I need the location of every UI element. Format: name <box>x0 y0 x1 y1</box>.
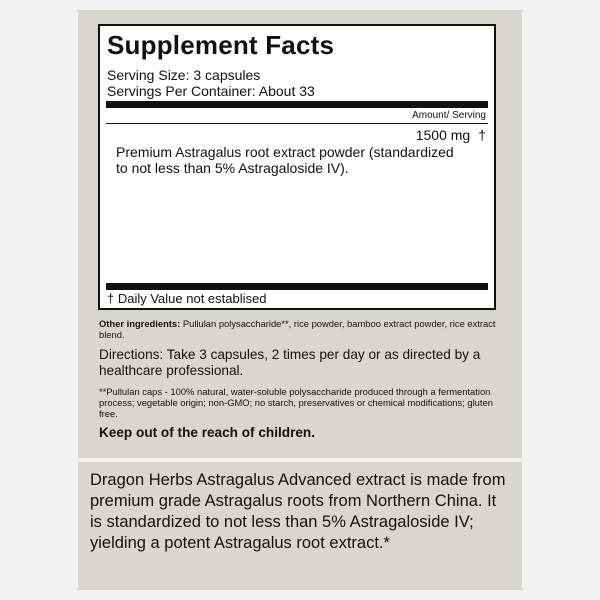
pullulan-note: **Pullulan caps - 100% natural, water-soluble polysaccharide produced through a fermentation process; vegetable origin; non-GMO; no starch, preservatives or chemical modifications; gluten free. <box>99 386 493 419</box>
other-ingredients-label: Other ingredients: <box>99 318 181 329</box>
daily-value-note: † Daily Value not establised <box>107 291 267 306</box>
children-warning: Keep out of the reach of children. <box>99 425 316 440</box>
thick-divider-top <box>106 101 488 108</box>
other-ingredients <box>99 318 499 340</box>
servings-per-container: Servings Per Container: About 33 <box>107 83 315 99</box>
thick-divider-bottom <box>106 283 488 290</box>
serving-size: Serving Size: 3 capsules <box>107 67 261 83</box>
directions: Directions: Take 3 capsules, 2 times per day or as directed by a healthcare professional. <box>99 347 481 378</box>
amount-per-serving-header: Amount/ Serving <box>412 110 486 121</box>
dagger-symbol: † <box>478 127 486 143</box>
amount-value: 1500 mg <box>415 127 471 143</box>
thin-divider <box>106 123 488 124</box>
other-ingredients-text: Pullulan polysaccharide**, rice powder, bamboo extract powder, rice extract blend. <box>99 318 496 340</box>
amount-row <box>416 127 486 143</box>
facts-title: Supplement Facts <box>107 30 335 60</box>
product-description: Dragon Herbs Astragalus Advanced extract is made from premium grade Astragalus roots from Northern China. It is standardized to not less than 5% Astragaloside IV; yielding a potent Astragalus root extract.* <box>90 471 506 552</box>
ingredient-description: Premium Astragalus root extract powder (standardized to not less than 5% Astragaloside IV). <box>116 144 454 176</box>
supplement-facts-box <box>98 24 496 310</box>
